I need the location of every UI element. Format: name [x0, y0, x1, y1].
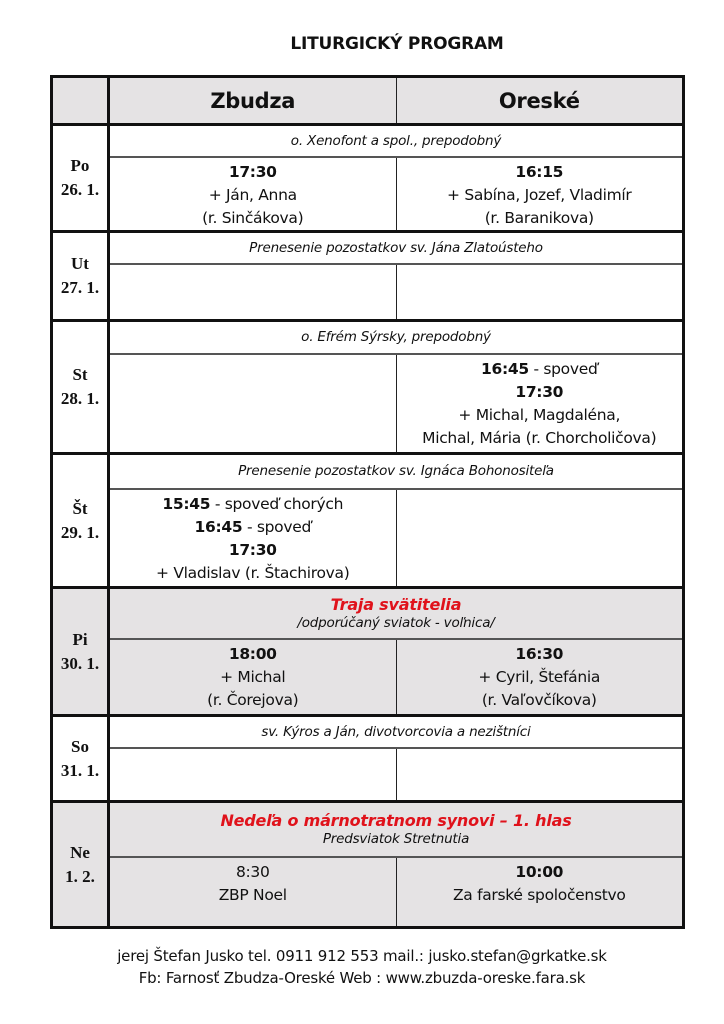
feast-cell: [110, 803, 682, 858]
day-body: [110, 455, 682, 586]
service-cell-zbudza: [110, 858, 397, 926]
service-line: [515, 381, 563, 404]
service-cell-zbudza: [110, 158, 397, 230]
service-text: (r. Baranikova): [484, 209, 594, 227]
service-cells: [110, 749, 682, 800]
day-label: [53, 589, 110, 714]
service-line: [162, 493, 343, 516]
service-line: [515, 861, 563, 884]
day-name: Št: [72, 498, 88, 518]
day-date: 29. 1.: [60, 522, 100, 542]
table-body: [53, 126, 682, 926]
service-cell-zbudza: [110, 265, 397, 319]
day-date: 31. 1.: [60, 760, 100, 780]
day-row: [53, 322, 682, 455]
service-line: [229, 539, 277, 562]
service-cells: [110, 490, 682, 586]
day-body: [110, 803, 682, 926]
day-row: [53, 717, 682, 803]
feast-cell: [110, 126, 682, 158]
day-date: 30. 1.: [60, 653, 100, 673]
service-time: 10:00: [515, 863, 564, 881]
service-line: [515, 643, 563, 666]
service-text: + Michal: [220, 668, 286, 686]
service-cell-oreske: [397, 355, 683, 452]
service-line: [515, 161, 563, 184]
column-header-zbudza: Zbudza: [110, 78, 397, 123]
feast-cell: [110, 233, 682, 265]
service-line: [482, 689, 597, 712]
feast-cell: [110, 455, 682, 490]
day-label: [53, 322, 110, 452]
day-date: 1. 2.: [65, 866, 95, 886]
day-label: [53, 126, 110, 230]
day-date: 26. 1.: [60, 180, 100, 199]
day-label: [53, 803, 110, 926]
day-row: [53, 803, 682, 926]
service-cells: [110, 158, 682, 230]
service-cell-zbudza: [110, 749, 397, 800]
service-text: (r. Čorejova): [207, 691, 299, 709]
day-body: [110, 589, 682, 714]
service-cell-oreske: [397, 158, 683, 230]
service-text: Michal, Mária (r. Chorcholičova): [422, 429, 657, 447]
service-line: [236, 861, 270, 884]
service-line: [447, 184, 631, 207]
day-date: 28. 1.: [60, 389, 100, 408]
service-text: - spoveď: [242, 518, 312, 536]
day-body: [110, 126, 682, 230]
service-line: [422, 427, 656, 450]
day-row: [53, 233, 682, 322]
service-text: 8:30: [235, 863, 270, 881]
service-text: (r. Sinčákova): [202, 209, 304, 227]
service-line: [229, 161, 277, 184]
feast-name: o. Xenofont a spol., prepodobný: [290, 132, 502, 149]
service-cells: [110, 355, 682, 452]
service-time: 18:00: [228, 645, 277, 663]
service-text: + Ján, Anna: [208, 186, 297, 204]
feast-name: o. Efrém Sýrsky, prepodobný: [301, 329, 491, 345]
day-name: St: [72, 365, 88, 384]
feast-cell: [110, 322, 682, 355]
day-row: [53, 126, 682, 233]
service-line: [229, 643, 277, 666]
contact-footer: [0, 945, 724, 989]
service-line: [202, 207, 303, 230]
service-text: (r. Vaľovčíkova): [481, 691, 597, 709]
service-text: + Sabína, Jozef, Vladimír: [447, 186, 632, 204]
service-cell-oreske: [397, 490, 683, 586]
feast-title-highlight: Nedeľa o márnotratnom synovi – 1. hlas: [220, 811, 572, 830]
table-header: [53, 78, 682, 126]
service-cell-zbudza: [110, 490, 397, 586]
feast-cell: [110, 717, 682, 749]
feast-name: Prenesenie pozostatkov sv. Jána Zlatoústeho: [249, 239, 543, 256]
footer-contact-line: jerej Štefan Jusko tel. 0911 912 553 mail.: jusko.stefan@grkatke.sk: [117, 947, 607, 965]
day-row: [53, 455, 682, 589]
feast-cell: [110, 589, 682, 640]
day-name: Ut: [71, 254, 89, 273]
feast-name: Predsviatok Stretnutia: [322, 831, 470, 847]
day-name: Ne: [70, 842, 90, 862]
service-cells: [110, 858, 682, 926]
footer-web-line: Fb: Farnosť Zbudza-Oreské Web : www.zbuzda-oreske.fara.sk: [138, 969, 586, 987]
column-header-oreske: Oreské: [498, 88, 580, 113]
day-label: [53, 233, 110, 319]
feast-name: Prenesenie pozostatkov sv. Ignáca Bohonositeľa: [238, 463, 554, 479]
service-text: + Michal, Magdaléna,: [458, 406, 621, 424]
service-time: 16:15: [515, 163, 564, 181]
service-time: 17:30: [515, 383, 564, 401]
service-cell-oreske: [397, 640, 683, 714]
service-text: ZBP Noel: [218, 886, 287, 904]
feast-name: sv. Kýros a Ján, divotvorcovia a nezištníci: [261, 723, 531, 740]
service-cell-zbudza: [110, 355, 397, 452]
liturgical-schedule-table: [50, 75, 685, 929]
day-label: [53, 455, 110, 586]
service-line: [194, 516, 311, 539]
service-text: + Vladislav (r. Štachirova): [156, 564, 350, 582]
service-line: [156, 562, 350, 585]
service-line: [207, 689, 298, 712]
service-line: [485, 207, 594, 230]
service-line: [219, 884, 287, 907]
day-row: [53, 589, 682, 717]
service-line: [220, 666, 285, 689]
day-body: [110, 233, 682, 319]
feast-name: /odporúčaný sviatok - voľnica/: [297, 615, 495, 631]
service-time: 17:30: [228, 541, 277, 559]
service-time: 16:30: [515, 645, 564, 663]
day-date: 27. 1.: [60, 278, 100, 297]
service-text: - spoveď chorých: [210, 495, 344, 513]
service-line: [478, 666, 600, 689]
header-day-column: [53, 78, 110, 123]
service-text: + Cyril, Štefánia: [478, 668, 601, 686]
service-text: - spoveď: [528, 360, 598, 378]
service-text: Za farské spoločenstvo: [452, 886, 626, 904]
service-line: [458, 404, 620, 427]
feast-title-highlight: Traja svätitelia: [330, 595, 462, 614]
day-name: Pi: [72, 629, 88, 649]
service-time: 16:45: [480, 360, 529, 378]
day-body: [110, 717, 682, 800]
service-cell-oreske: [397, 749, 683, 800]
service-cell-zbudza: [110, 640, 397, 714]
day-name: So: [71, 736, 89, 756]
service-line: [453, 884, 626, 907]
day-body: [110, 322, 682, 452]
service-time: 17:30: [228, 163, 277, 181]
service-time: 15:45: [162, 495, 211, 513]
service-cells: [110, 640, 682, 714]
service-cell-oreske: [397, 858, 683, 926]
service-time: 16:45: [194, 518, 243, 536]
service-cells: [110, 265, 682, 319]
day-name: Po: [70, 156, 90, 175]
service-cell-oreske: [397, 265, 683, 319]
day-label: [53, 717, 110, 800]
page-title: LITURGICKÝ PROGRAM: [290, 34, 504, 54]
service-line: [481, 358, 598, 381]
service-line: [209, 184, 297, 207]
